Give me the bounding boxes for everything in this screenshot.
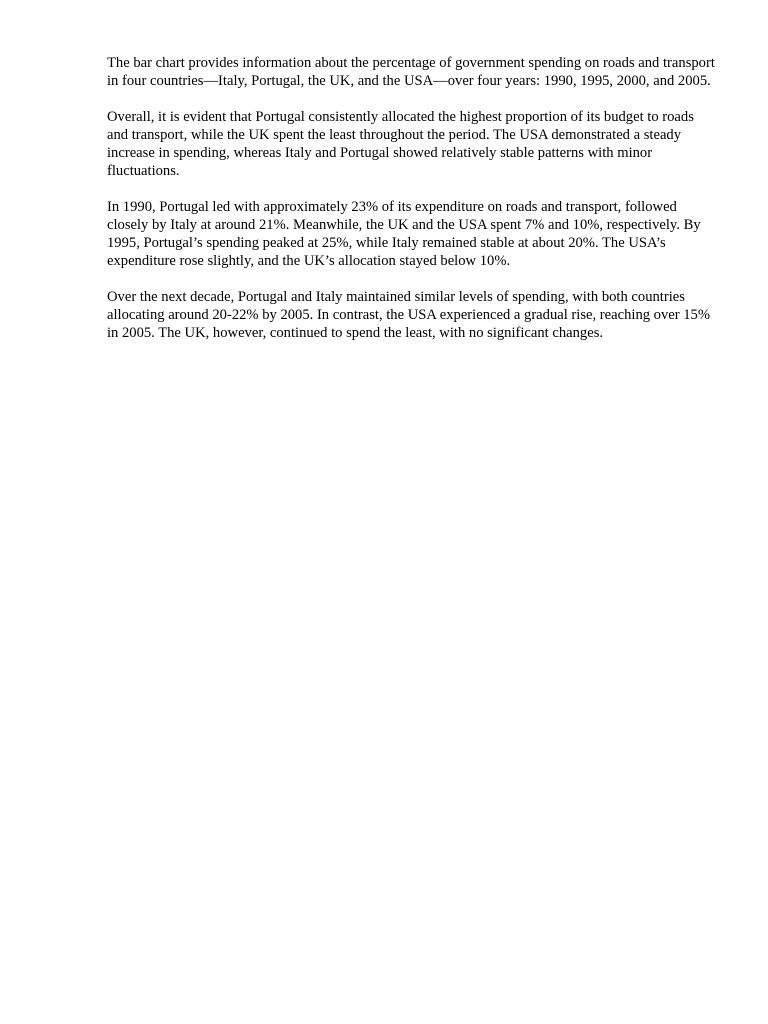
paragraph-1990-1995: In 1990, Portugal led with approximately 23% of its expenditure on roads and transport, followed closely by Italy at around 21%. Meanwhile, the UK and the USA spent 7% and 10%, respectively. By 1995, Portugal’s spending peaked at 25%, while Italy remained stable at about 20%. The USA’s expenditure rose slightly, and the UK’s allocation stayed below 10%. xyxy=(107,199,701,269)
paragraph-overview: Overall, it is evident that Portugal consistently allocated the highest proportion of its budget to roads and transport, while the UK spent the least throughout the period. The USA demonstrated a steady increase in spending, whereas Italy and Portugal showed relatively stable patterns with minor fluctuations. xyxy=(107,109,694,179)
document-body xyxy=(107,54,717,360)
paragraph-intro: The bar chart provides information about the percentage of government spending on roads and transport in four countries—Italy, Portugal, the UK, and the USA—over four years: 1990, 1995, 2000, and 2005. xyxy=(107,55,715,89)
paragraph-later-decade: Over the next decade, Portugal and Italy maintained similar levels of spending, with both countries allocating around 20-22% by 2005. In contrast, the USA experienced a gradual rise, reaching over 15% in 2005. The UK, however, continued to spend the least, with no significant changes. xyxy=(107,289,711,341)
